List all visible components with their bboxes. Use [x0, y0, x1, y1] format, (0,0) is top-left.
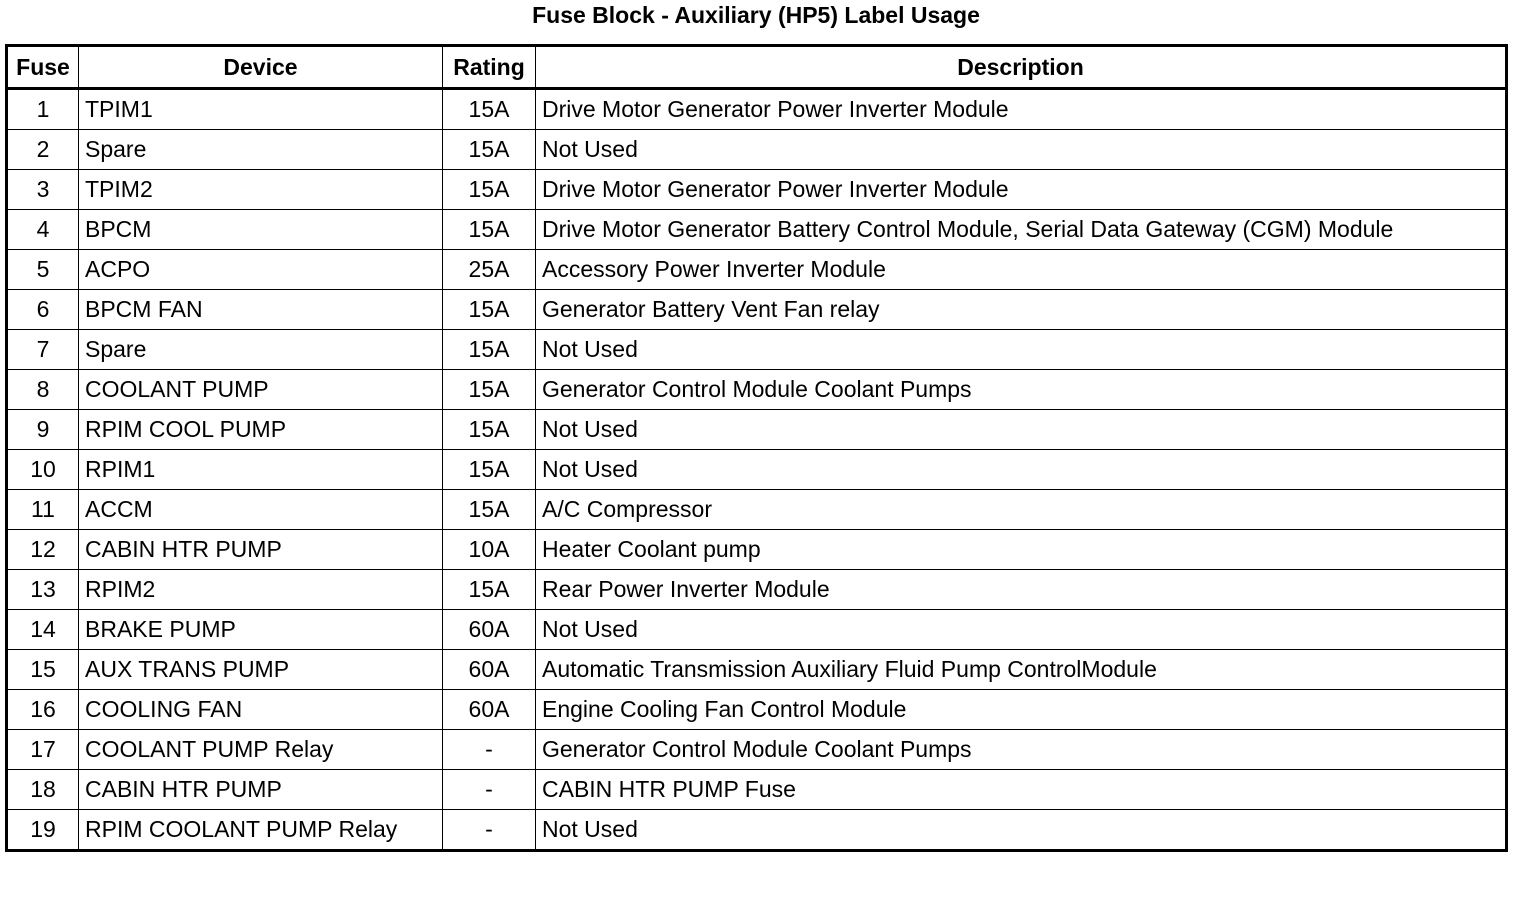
table-row [7, 530, 1507, 570]
description-cell: Accessory Power Inverter Module [536, 250, 1507, 290]
rating-cell: 15A [443, 450, 536, 490]
table-row [7, 89, 1507, 130]
table-row [7, 290, 1507, 330]
table-row [7, 210, 1507, 250]
device-cell: COOLANT PUMP Relay [79, 730, 443, 770]
fuse-cell: 13 [7, 570, 79, 610]
rating-cell: - [443, 770, 536, 810]
device-cell: TPIM1 [79, 89, 443, 130]
rating-cell: 15A [443, 490, 536, 530]
rating-cell: 15A [443, 210, 536, 250]
fuse-cell: 19 [7, 810, 79, 851]
rating-cell: 60A [443, 610, 536, 650]
fuse-cell: 6 [7, 290, 79, 330]
table-header [7, 46, 1507, 89]
fuse-table [5, 44, 1508, 852]
description-cell: Automatic Transmission Auxiliary Fluid Pump ControlModule [536, 650, 1507, 690]
device-cell: RPIM2 [79, 570, 443, 610]
rating-cell: - [443, 810, 536, 851]
fuse-cell: 10 [7, 450, 79, 490]
description-cell: Drive Motor Generator Battery Control Module, Serial Data Gateway (CGM) Module [536, 210, 1507, 250]
table-row [7, 490, 1507, 530]
table-body [7, 89, 1507, 851]
column-header-description: Description [536, 46, 1507, 89]
description-cell: Drive Motor Generator Power Inverter Module [536, 170, 1507, 210]
device-cell: CABIN HTR PUMP [79, 530, 443, 570]
device-cell: RPIM COOL PUMP [79, 410, 443, 450]
rating-cell: - [443, 730, 536, 770]
rating-cell: 15A [443, 410, 536, 450]
rating-cell: 60A [443, 690, 536, 730]
rating-cell: 15A [443, 330, 536, 370]
rating-cell: 15A [443, 570, 536, 610]
device-cell: AUX TRANS PUMP [79, 650, 443, 690]
fuse-cell: 5 [7, 250, 79, 290]
rating-cell: 15A [443, 130, 536, 170]
table-row [7, 130, 1507, 170]
description-cell: Not Used [536, 810, 1507, 851]
device-cell: RPIM COOLANT PUMP Relay [79, 810, 443, 851]
rating-cell: 60A [443, 650, 536, 690]
device-cell: ACCM [79, 490, 443, 530]
fuse-cell: 18 [7, 770, 79, 810]
table-row [7, 610, 1507, 650]
fuse-cell: 3 [7, 170, 79, 210]
table-row [7, 730, 1507, 770]
description-cell: Generator Control Module Coolant Pumps [536, 730, 1507, 770]
device-cell: COOLANT PUMP [79, 370, 443, 410]
device-cell: ACPO [79, 250, 443, 290]
device-cell: COOLING FAN [79, 690, 443, 730]
description-cell: Not Used [536, 610, 1507, 650]
description-cell: CABIN HTR PUMP Fuse [536, 770, 1507, 810]
device-cell: CABIN HTR PUMP [79, 770, 443, 810]
table-row [7, 250, 1507, 290]
table-row [7, 170, 1507, 210]
table-row [7, 690, 1507, 730]
device-cell: Spare [79, 330, 443, 370]
rating-cell: 15A [443, 290, 536, 330]
fuse-cell: 12 [7, 530, 79, 570]
fuse-cell: 2 [7, 130, 79, 170]
header-row [7, 46, 1507, 89]
description-cell: Rear Power Inverter Module [536, 570, 1507, 610]
rating-cell: 10A [443, 530, 536, 570]
device-cell: BPCM [79, 210, 443, 250]
device-cell: BPCM FAN [79, 290, 443, 330]
description-cell: Generator Control Module Coolant Pumps [536, 370, 1507, 410]
device-cell: Spare [79, 130, 443, 170]
description-cell: Not Used [536, 450, 1507, 490]
description-cell: Not Used [536, 410, 1507, 450]
column-header-rating: Rating [443, 46, 536, 89]
device-cell: BRAKE PUMP [79, 610, 443, 650]
table-row [7, 810, 1507, 851]
description-cell: Drive Motor Generator Power Inverter Module [536, 89, 1507, 130]
page-title: Fuse Block - Auxiliary (HP5) Label Usage [532, 2, 980, 28]
table-row [7, 370, 1507, 410]
table-row [7, 650, 1507, 690]
description-cell: Not Used [536, 130, 1507, 170]
table-row [7, 410, 1507, 450]
rating-cell: 15A [443, 89, 536, 130]
fuse-cell: 4 [7, 210, 79, 250]
table-row [7, 450, 1507, 490]
fuse-cell: 9 [7, 410, 79, 450]
table-row [7, 570, 1507, 610]
column-header-device: Device [79, 46, 443, 89]
rating-cell: 25A [443, 250, 536, 290]
device-cell: RPIM1 [79, 450, 443, 490]
fuse-cell: 17 [7, 730, 79, 770]
device-cell: TPIM2 [79, 170, 443, 210]
description-cell: Heater Coolant pump [536, 530, 1507, 570]
description-cell: Generator Battery Vent Fan relay [536, 290, 1507, 330]
fuse-cell: 15 [7, 650, 79, 690]
fuse-cell: 7 [7, 330, 79, 370]
fuse-cell: 1 [7, 89, 79, 130]
column-header-fuse: Fuse [7, 46, 79, 89]
table-row [7, 330, 1507, 370]
rating-cell: 15A [443, 370, 536, 410]
fuse-cell: 14 [7, 610, 79, 650]
rating-cell: 15A [443, 170, 536, 210]
table-row [7, 770, 1507, 810]
description-cell: Engine Cooling Fan Control Module [536, 690, 1507, 730]
fuse-cell: 11 [7, 490, 79, 530]
description-cell: Not Used [536, 330, 1507, 370]
fuse-cell: 16 [7, 690, 79, 730]
fuse-cell: 8 [7, 370, 79, 410]
description-cell: A/C Compressor [536, 490, 1507, 530]
